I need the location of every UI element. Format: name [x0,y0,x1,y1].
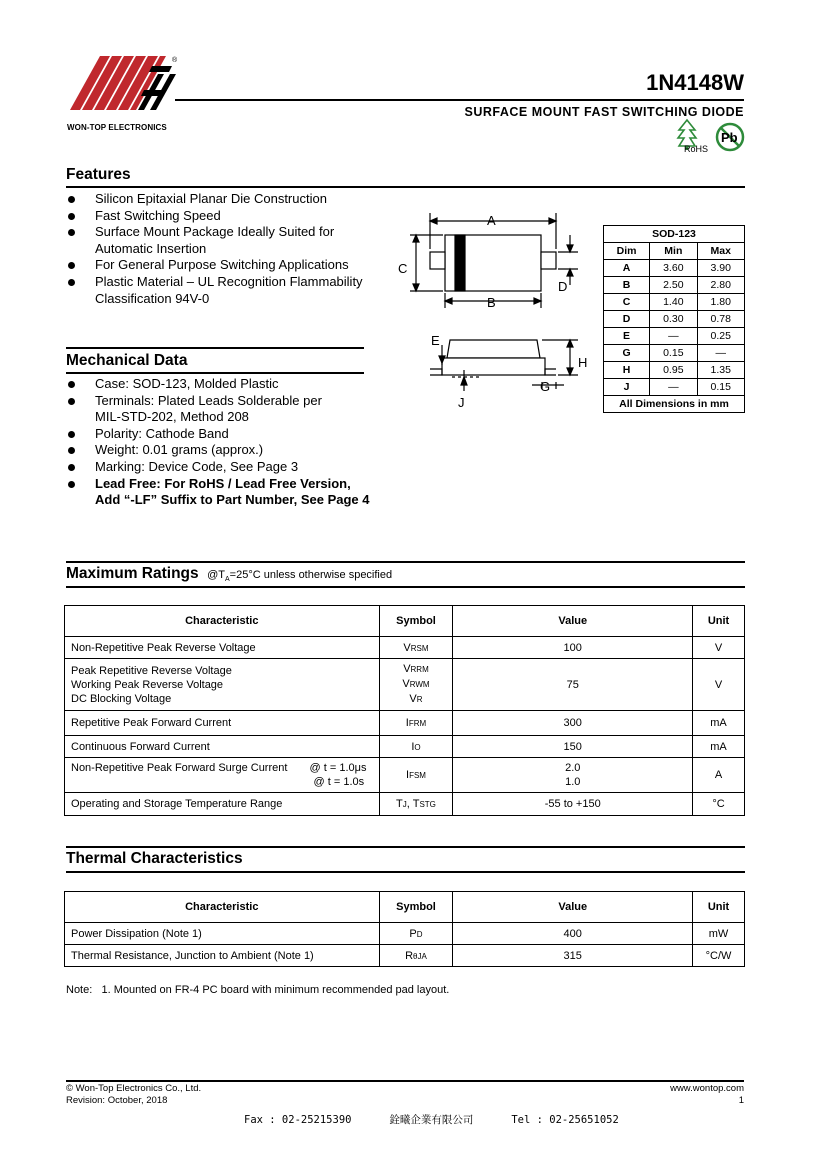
svg-text:H: H [578,355,588,370]
ratings-condition: $@T_A=25^\circ C$ unless otherwise specified [207,569,393,584]
svg-text:D: D [558,279,568,294]
col-value: Value [453,606,693,637]
svg-text:Pb: Pb [721,130,738,145]
thermal-rule [66,871,745,873]
table-row: Continuous Forward Current IO 150 mA [65,736,745,758]
col-characteristic: Characteristic [65,892,380,923]
mechanical-list [66,376,406,509]
col-value: Value [453,892,693,923]
sod123-outline-drawing [392,205,592,415]
rohs-pb-free-icons [675,118,747,156]
table-row: Non-Repetitive Peak Reverse Voltage VRSM 100 V [65,637,745,659]
revision: Revision: October, 2018 [66,1095,168,1106]
svg-text:G: G [540,379,551,394]
svg-text:®: ® [172,57,178,64]
ratings-title: Maximum Ratings [66,565,199,582]
company-name: WON-TOP ELECTRONICS [67,123,167,132]
dimensions-table [603,225,745,413]
col-unit: Unit [693,606,745,637]
table-row: D 0.30 0.78 [604,311,745,328]
list-item: Plastic Material – UL Recognition Flammability Classification 94V-0 [66,274,396,307]
side-view [430,340,578,391]
table-row: Repetitive Peak Forward Current IFRM 300 mA [65,711,745,736]
footer-left [66,1083,201,1107]
footer-rule [66,1080,744,1082]
thermal-table [64,891,745,967]
note: Note: 1. Mounted on FR-4 PC board with minimum recommended pad layout. [66,984,450,996]
svg-text:J: J [458,395,465,410]
document-subtitle: SURFACE MOUNT FAST SWITCHING DIODE [464,105,744,119]
list-item: Lead Free: For RoHS / Lead Free Version, Add “-LF” Suffix to Part Number, See Page 4 [66,476,406,509]
table-row: H 0.95 1.35 [604,362,745,379]
fax-tel-line: Fax : 02-25215390 銓曦企業有限公司 Tel : 02-25651052 [244,1114,619,1126]
list-item: Polarity: Cathode Band [66,426,406,443]
col-max: Max [697,243,744,260]
col-characteristic: Characteristic [65,606,380,637]
list-item: Fast Switching Speed [66,208,396,225]
table-row: E — 0.25 [604,328,745,345]
list-item: Weight: 0.01 grams (approx.) [66,442,406,459]
table-row: C 1.40 1.80 [604,294,745,311]
page-number: 1 [738,1095,744,1106]
list-item: Surface Mount Package Ideally Suited for Automatic Insertion [66,224,396,257]
col-symbol: Symbol [379,892,453,923]
table-row: Peak Repetitive Reverse Voltage Working Peak Reverse Voltage DC Blocking Voltage VRRM VRWM VR 75 V [65,659,745,711]
mechanical-rule-top [66,347,364,349]
mechanical-rule [66,372,364,374]
footer-right [670,1083,744,1107]
pb-free-icon [717,124,743,150]
table-row: J — 0.15 [604,379,745,396]
features-list [66,191,396,307]
features-title: Features [66,166,131,183]
list-item: For General Purpose Switching Applications [66,257,396,274]
col-symbol: Symbol [379,606,453,637]
list-item: Marking: Device Code, See Page 3 [66,459,406,476]
table-row: A 3.60 3.90 [604,260,745,277]
list-item: Silicon Epitaxial Planar Die Construction [66,191,396,208]
svg-text:C: C [398,261,408,276]
col-unit: Unit [693,892,745,923]
table-row: Power Dissipation (Note 1) PD 400 mW [65,923,745,945]
ratings-rule [66,586,745,588]
svg-text:A: A [487,213,496,228]
dimensions-footer: All Dimensions in mm [604,396,745,413]
list-item: Case: SOD-123, Molded Plastic [66,376,406,393]
ratings-rule-top [66,561,745,563]
copyright: © Won-Top Electronics Co., Ltd. [66,1083,202,1094]
svg-text:RoHS: RoHS [684,144,709,154]
col-min: Min [650,243,697,260]
package-name: SOD-123 [604,226,745,243]
table-row: Thermal Resistance, Junction to Ambient (Note 1) RθJA 315 °C/W [65,945,745,967]
table-row: B 2.50 2.80 [604,277,745,294]
svg-text:B: B [487,295,496,310]
list-item: Terminals: Plated Leads Solderable per MIL-STD-202, Method 208 [66,393,406,426]
part-number: 1N4148W [646,70,744,95]
thermal-title: Thermal Characteristics [66,850,243,867]
website-link[interactable]: www.wontop.com [670,1083,744,1094]
col-dim: Dim [604,243,650,260]
thermal-rule-top [66,846,745,848]
mechanical-title: Mechanical Data [66,352,188,369]
features-rule [66,186,745,188]
svg-text:E: E [431,333,440,348]
table-row: Non-Repetitive Peak Forward Surge Current @ t = 1.0μs @ t = 1.0s IFSM 2.0 1.0 A [65,758,745,793]
title-rule [175,99,744,101]
table-row: G 0.15 — [604,345,745,362]
table-row: Operating and Storage Temperature Range TJ, TSTG -55 to +150 °C [65,793,745,816]
ratings-heading [66,565,392,583]
max-ratings-table [64,605,745,816]
